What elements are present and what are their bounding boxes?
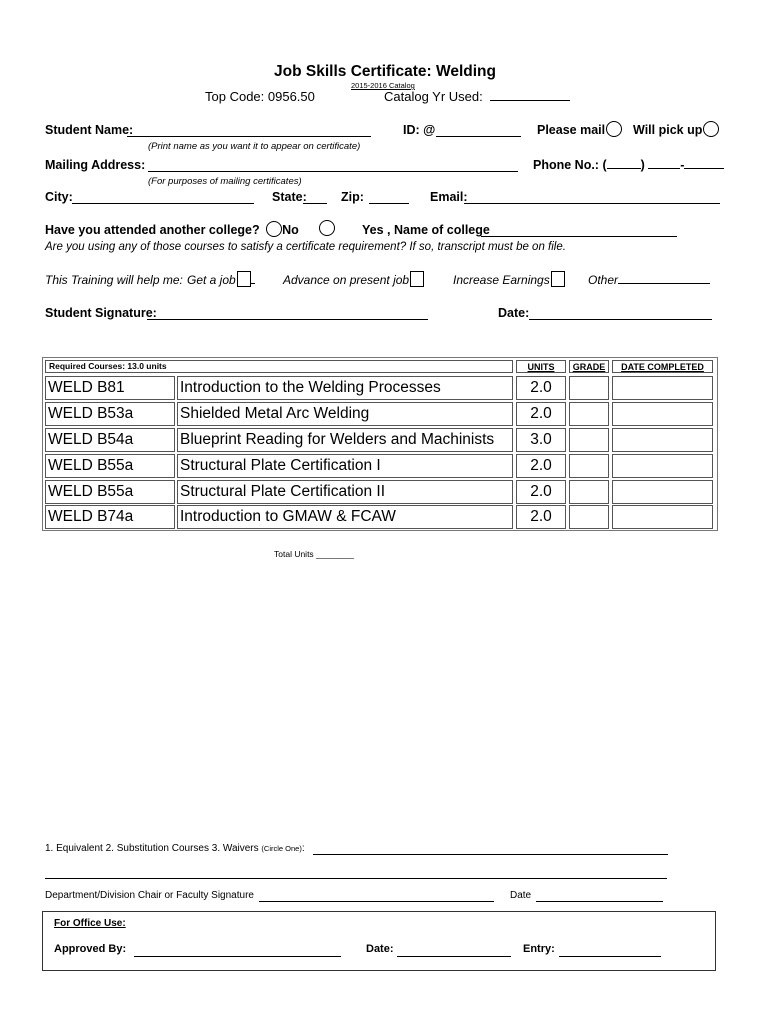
entry-label: Entry: <box>523 943 555 955</box>
course-grade[interactable] <box>569 480 609 504</box>
will-pick-up-label: Will pick up <box>633 123 703 137</box>
course-units: 2.0 <box>516 454 566 478</box>
chair-signature-label: Department/Division Chair or Faculty Signature <box>45 890 254 901</box>
required-courses-label: Required Courses: 13.0 units <box>49 361 167 371</box>
course-code: WELD B55a <box>45 454 175 478</box>
college-name-field[interactable] <box>481 235 677 237</box>
student-signature-label: Student Signature: <box>45 306 157 320</box>
total-units[interactable]: Total Units ________ <box>274 549 354 559</box>
catalog-year-field[interactable] <box>490 99 570 101</box>
advance-label: Advance on present job <box>283 273 410 287</box>
student-signature-field[interactable] <box>147 318 428 320</box>
circle-one-note: (Circle One) <box>261 844 302 853</box>
id-field[interactable] <box>436 135 521 137</box>
other-field[interactable] <box>618 282 710 284</box>
waivers-colon: : <box>301 843 305 854</box>
grade-header: GRADE <box>569 360 609 373</box>
course-title: Shielded Metal Arc Welding <box>177 402 513 426</box>
required-courses-header <box>45 360 513 373</box>
email-field[interactable] <box>464 202 720 204</box>
waivers-field-line-2[interactable] <box>45 877 667 879</box>
signature-date-field[interactable] <box>529 318 712 320</box>
units-header: UNITS <box>516 360 566 373</box>
phone-area-field[interactable] <box>607 167 641 169</box>
attended-college-question <box>45 221 299 237</box>
city-field[interactable] <box>72 202 254 204</box>
course-code: WELD B55a <box>45 480 175 504</box>
course-title: Blueprint Reading for Welders and Machinists <box>177 428 513 452</box>
increase-earnings-checkbox[interactable] <box>551 271 565 287</box>
mailing-note: (For purposes of mailing certificates) <box>148 176 302 187</box>
office-use-box <box>42 911 716 971</box>
id-label: ID: @ <box>403 123 436 137</box>
other-label: Other <box>588 273 619 287</box>
please-mail-option[interactable] <box>537 121 622 137</box>
chair-date-field[interactable] <box>536 900 663 902</box>
course-grade[interactable] <box>569 428 609 452</box>
course-units: 3.0 <box>516 428 566 452</box>
approved-by-label: Approved By: <box>54 943 127 955</box>
chair-signature-field[interactable] <box>259 900 494 902</box>
phone-close-paren: ) <box>640 158 645 172</box>
office-date-label: Date: <box>366 943 394 955</box>
course-code: WELD B53a <box>45 402 175 426</box>
state-label: State: <box>272 190 307 204</box>
course-units: 2.0 <box>516 402 566 426</box>
mailing-address-field[interactable] <box>148 170 518 172</box>
office-date-field[interactable] <box>397 955 511 957</box>
phone-dash: - <box>680 158 685 172</box>
course-title: Structural Plate Certification II <box>177 480 513 504</box>
will-pick-up-option[interactable] <box>633 121 719 137</box>
increase-earnings-label: Increase Earnings <box>453 273 550 287</box>
student-name-field[interactable] <box>127 135 371 137</box>
course-grade[interactable] <box>569 402 609 426</box>
course-title: Introduction to the Welding Processes <box>177 376 513 400</box>
course-date[interactable] <box>612 428 713 452</box>
zip-field[interactable] <box>369 202 409 204</box>
no-label: No <box>282 223 299 237</box>
please-mail-radio[interactable] <box>606 121 622 137</box>
print-name-note: (Print name as you want it to appear on certificate) <box>148 141 361 152</box>
phone-label-text: Phone No.: ( <box>533 158 607 172</box>
email-label: Email: <box>430 190 468 204</box>
course-grade[interactable] <box>569 376 609 400</box>
course-code: WELD B74a <box>45 505 175 529</box>
please-mail-label: Please mail <box>537 123 606 137</box>
course-date[interactable] <box>612 402 713 426</box>
phone-label <box>533 158 724 172</box>
no-radio[interactable] <box>266 221 282 237</box>
mailing-address-label: Mailing Address: <box>45 158 146 172</box>
courses-question: Are you using any of those courses to satisfy a certificate requirement? If so, transcript must be on file. <box>45 241 566 253</box>
course-date[interactable] <box>612 505 713 529</box>
course-units: 2.0 <box>516 505 566 529</box>
waivers-label <box>45 843 305 854</box>
training-help-label: This Training will help me: <box>45 273 183 287</box>
get-job-checkbox[interactable] <box>237 271 251 287</box>
course-table <box>42 357 718 531</box>
will-pick-up-radio[interactable] <box>703 121 719 137</box>
phone-prefix-field[interactable] <box>648 167 680 169</box>
yes-college-label: Yes , Name of college <box>362 223 490 237</box>
course-date[interactable] <box>612 480 713 504</box>
entry-field[interactable] <box>559 955 661 957</box>
course-units: 2.0 <box>516 480 566 504</box>
page-title: Job Skills Certificate: Welding <box>274 63 496 80</box>
student-name-label: Student Name: <box>45 123 134 137</box>
yes-radio[interactable] <box>319 220 335 236</box>
city-label: City: <box>45 190 73 204</box>
state-field[interactable] <box>303 202 327 204</box>
catalog-year-text: Catalog Yr Used: <box>384 89 483 104</box>
course-date[interactable] <box>612 454 713 478</box>
course-code: WELD B81 <box>45 376 175 400</box>
get-job-label: Get a job <box>187 273 236 287</box>
signature-date-label: Date: <box>498 306 530 320</box>
course-code: WELD B54a <box>45 428 175 452</box>
course-title: Introduction to GMAW & FCAW <box>177 505 513 529</box>
approved-by-field[interactable] <box>134 955 341 957</box>
phone-number-field[interactable] <box>684 167 724 169</box>
attended-college-text: Have you attended another college? <box>45 223 260 237</box>
course-units: 2.0 <box>516 376 566 400</box>
waivers-text: 1. Equivalent 2. Substitution Courses 3. Waivers <box>45 843 259 854</box>
other-option[interactable] <box>588 273 710 287</box>
course-grade[interactable] <box>569 454 609 478</box>
get-job-option[interactable] <box>187 271 255 287</box>
advance-checkbox[interactable] <box>410 271 424 287</box>
course-date[interactable] <box>612 376 713 400</box>
zip-label: Zip: <box>341 190 364 204</box>
waivers-field[interactable] <box>313 853 668 855</box>
office-use-title: For Office Use: <box>54 918 126 929</box>
course-grade[interactable] <box>569 505 609 529</box>
date-completed-header: DATE COMPLETED <box>612 360 713 373</box>
catalog-year-label <box>384 89 570 104</box>
chair-date-label: Date <box>510 890 532 901</box>
top-code: Top Code: 0956.50 <box>205 89 315 104</box>
get-job-underline <box>251 282 255 284</box>
advance-option[interactable] <box>283 271 424 287</box>
catalog-subtitle: 2015-2016 Catalog <box>351 81 415 90</box>
course-title: Structural Plate Certification I <box>177 454 513 478</box>
increase-earnings-option[interactable] <box>453 271 565 287</box>
